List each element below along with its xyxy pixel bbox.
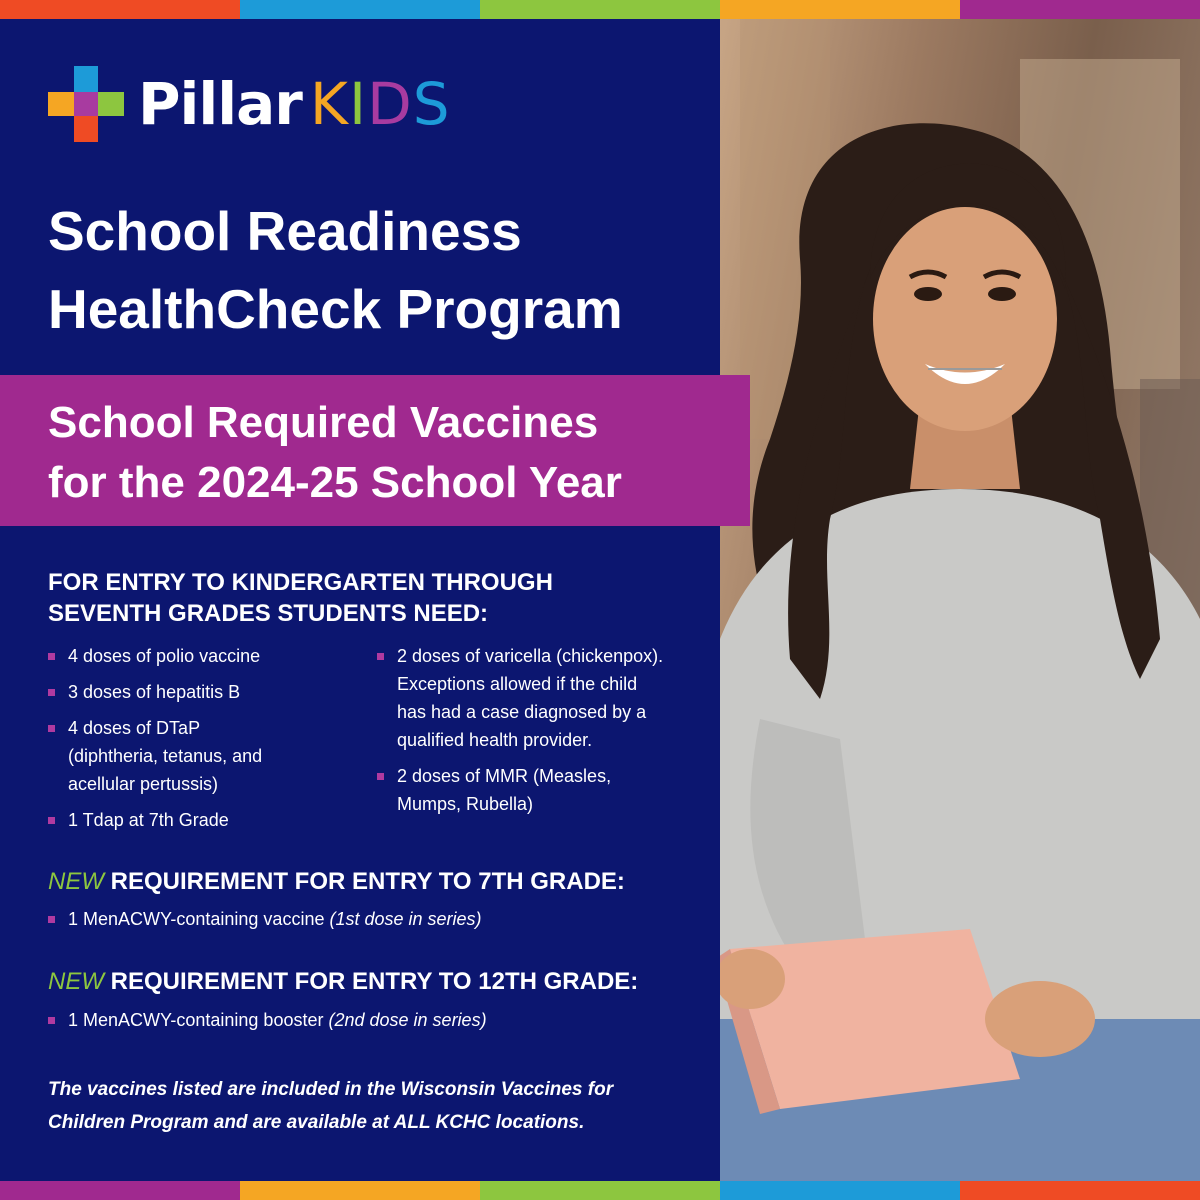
list-item-line: (diphtheria, tetanus, and (68, 746, 263, 766)
banner-title-line: for the 2024-25 School Year (48, 458, 622, 507)
twelfth-grade-heading-text: REQUIREMENT FOR ENTRY TO 12TH GRADE: (104, 968, 639, 995)
list-item (48, 678, 368, 706)
twelfth-grade-heading (48, 966, 708, 997)
list-item-line: 4 doses of DTaP (68, 718, 201, 738)
new-label: NEW (48, 868, 104, 895)
program-title (48, 192, 708, 348)
student-photo (720, 19, 1200, 1181)
kindergarten-heading-line: FOR ENTRY TO KINDERGARTEN THROUGH (48, 569, 553, 596)
top-color-stripe (0, 0, 1200, 19)
list-item (48, 1006, 708, 1034)
kindergarten-list-left (48, 642, 368, 842)
list-item (48, 642, 368, 670)
logo-letter-d: D (367, 70, 413, 138)
logo-letter-s: S (412, 70, 451, 138)
stripe-segment (240, 1181, 480, 1200)
footnote (48, 1073, 708, 1139)
cross-logo-icon (48, 66, 124, 142)
kindergarten-list-right (377, 642, 707, 826)
pillar-kids-logo (48, 66, 451, 142)
list-item-line: 2 doses of varicella (chickenpox). (397, 646, 664, 666)
vaccines-banner (0, 375, 750, 526)
list-item (48, 714, 368, 798)
list-item-line: acellular pertussis) (68, 774, 219, 794)
program-title-line: School Readiness (48, 200, 522, 262)
kindergarten-heading (48, 567, 708, 629)
stripe-segment (960, 1181, 1200, 1200)
stripe-segment (720, 1181, 960, 1200)
list-item-text: 1 MenACWY-containing vaccine (68, 909, 330, 929)
list-item (48, 905, 708, 933)
student-illustration (720, 19, 1200, 1181)
stripe-segment (960, 0, 1200, 19)
list-item-line: 3 doses of hepatitis B (68, 682, 241, 702)
program-title-line: HealthCheck Program (48, 278, 623, 340)
stripe-segment (480, 0, 720, 19)
seventh-grade-heading-text: REQUIREMENT FOR ENTRY TO 7TH GRADE: (104, 868, 625, 895)
stripe-segment (240, 0, 480, 19)
stripe-segment (720, 0, 960, 19)
banner-title (48, 393, 622, 513)
list-item-text: 1 MenACWY-containing booster (68, 1010, 329, 1030)
stripe-segment (0, 0, 240, 19)
list-item-note: (1st dose in series) (329, 909, 482, 929)
logo-word-pillar: Pillar (138, 70, 302, 138)
footnote-line: The vaccines listed are included in the Wisconsin Vaccines for (48, 1079, 614, 1100)
logo-letter-k: K (309, 70, 349, 138)
bottom-color-stripe (0, 1181, 1200, 1200)
list-item-line: Mumps, Rubella) (397, 794, 534, 814)
list-item-line: Exceptions allowed if the child (397, 674, 638, 694)
list-item (377, 642, 707, 754)
footnote-line: Children Program and are available at ALL KCHC locations. (48, 1112, 585, 1133)
list-item-note: (2nd dose in series) (328, 1010, 487, 1030)
seventh-grade-list (48, 905, 708, 941)
list-item-line: qualified health provider. (397, 730, 593, 750)
stripe-segment (0, 1181, 240, 1200)
logo-letter-i: I (348, 70, 368, 138)
seventh-grade-heading (48, 866, 708, 897)
list-item-line: 1 Tdap at 7th Grade (68, 810, 229, 830)
list-item-line: 4 doses of polio vaccine (68, 646, 261, 666)
stripe-segment (480, 1181, 720, 1200)
list-item (48, 806, 368, 834)
banner-title-line: School Required Vaccines (48, 398, 599, 447)
list-item (377, 762, 707, 818)
list-item-line: 2 doses of MMR (Measles, (397, 766, 612, 786)
list-item-line: has had a case diagnosed by a (397, 702, 647, 722)
twelfth-grade-list (48, 1006, 708, 1042)
new-label: NEW (48, 968, 104, 995)
logo-word-kids (310, 70, 451, 138)
kindergarten-heading-line: SEVENTH GRADES STUDENTS NEED: (48, 600, 489, 627)
